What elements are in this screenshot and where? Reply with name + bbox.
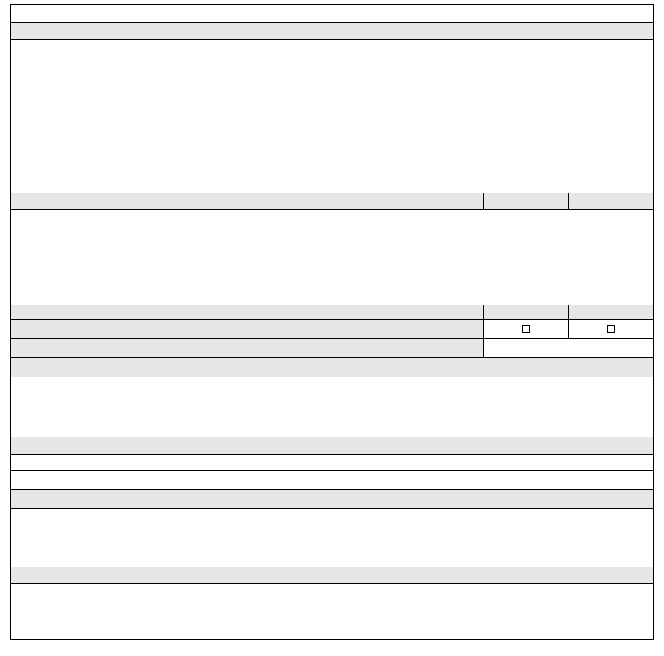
has-yes-header	[483, 305, 568, 319]
occupancy-percent-row	[11, 471, 653, 490]
has-support-row	[11, 320, 653, 339]
section-satisfaction-heading-row	[11, 567, 653, 584]
has-support-label	[11, 320, 483, 338]
has-no-header	[568, 305, 653, 319]
section-capacity-heading	[11, 358, 653, 377]
section-capacity-heading-row	[11, 358, 653, 377]
section-staff-heading-row	[11, 490, 653, 509]
section-has-heading	[11, 305, 483, 319]
form-title	[11, 5, 653, 22]
has-support-yes-checkbox[interactable]	[522, 325, 530, 333]
section-staff-heading	[11, 490, 653, 508]
support-names-row	[11, 339, 653, 358]
section-type-heading-row	[11, 23, 653, 40]
section-whether-heading	[11, 193, 483, 209]
occupancy-month-row	[11, 455, 653, 471]
section-satisfaction-heading	[11, 567, 379, 583]
whether-no-header	[568, 193, 653, 209]
section-whether-heading-row	[11, 193, 653, 210]
form-title-row	[11, 5, 653, 23]
section-occupancy-heading-row	[11, 437, 653, 455]
support-names-label	[11, 339, 483, 357]
questionnaire-form	[10, 4, 654, 640]
section-occupancy-heading	[11, 437, 653, 454]
whether-yes-header	[483, 193, 568, 209]
has-support-yes-cell	[483, 320, 568, 338]
section-type-heading	[11, 23, 653, 39]
has-support-no-checkbox[interactable]	[607, 325, 615, 333]
section-has-heading-row	[11, 305, 653, 320]
has-support-no-cell	[568, 320, 653, 338]
support-names-input[interactable]	[483, 339, 653, 357]
